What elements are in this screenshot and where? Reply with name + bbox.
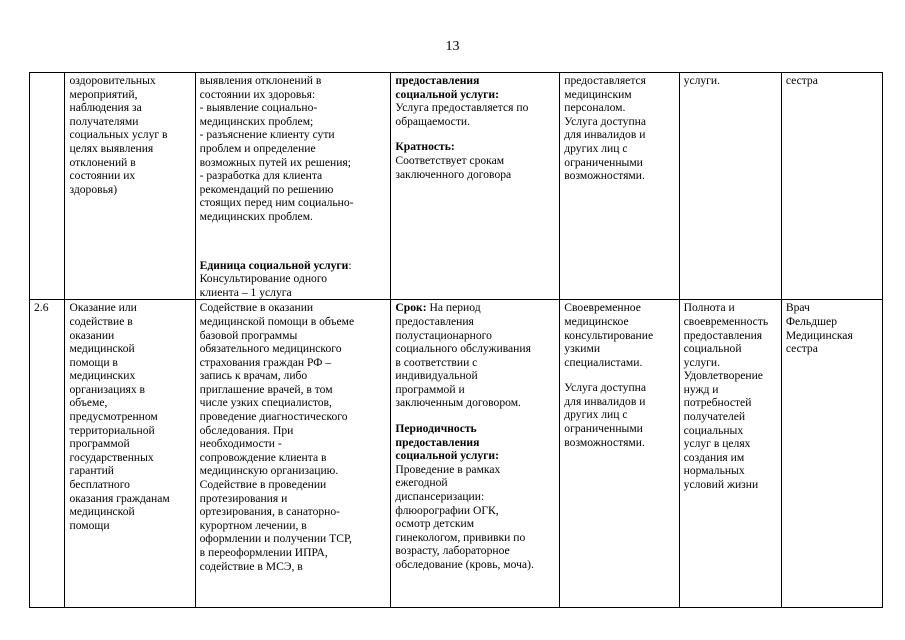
cell-staff <box>781 300 882 608</box>
text-line: Своевременное <box>564 301 641 315</box>
text-line: оказания гражданам <box>69 491 170 505</box>
text-line: предоставления <box>395 74 480 87</box>
text-line: услуги. <box>683 355 721 369</box>
text-line: предоставления <box>395 435 480 449</box>
text-line: медицинских <box>69 369 136 383</box>
text-line: в переоформлении ИПРА, <box>199 546 328 559</box>
cell-number: 2.6 <box>30 300 65 608</box>
text-line: помощи в <box>69 355 118 369</box>
text-line: гинекологом, прививки по <box>395 530 526 544</box>
page-number: 13 <box>445 39 460 54</box>
text-line: программой и <box>395 382 465 396</box>
text-line: предусмотренном <box>69 410 158 424</box>
text-line: Услуга доступна <box>564 114 647 128</box>
text-line: территориальной <box>69 423 155 437</box>
text-line: оздоровительных <box>69 74 156 87</box>
cell-service-description <box>195 300 391 608</box>
text-line: Услуга предоставляется по <box>395 101 529 115</box>
text-line: - выявление социально- <box>199 101 318 115</box>
text-line: медицинское <box>564 314 629 328</box>
text-line: гарантий <box>69 464 115 478</box>
text-line: услуги. <box>683 74 721 87</box>
text-line: Врач <box>785 301 810 315</box>
text-line: - разъяснение клиенту сути <box>199 128 335 142</box>
text-line: проведение диагностического <box>199 410 348 424</box>
text-line: протезирования и <box>199 491 288 505</box>
text-line: страхования граждан РФ – <box>199 355 332 369</box>
text-line: сопровождение клиента в <box>199 450 327 464</box>
text-line: медицинских проблем; <box>199 114 314 128</box>
text-line: наблюдения за <box>69 101 142 115</box>
text-line: возможных путей их решения; <box>199 155 351 169</box>
text-line: потребностей <box>683 396 752 410</box>
text-line: отклонений в <box>69 155 136 169</box>
text-line: получателей <box>683 410 746 424</box>
unit-label: Единица социальной услуги <box>199 258 349 272</box>
text-line: Медицинская <box>785 328 853 342</box>
text-line: флюорографии ОГК, <box>395 503 499 517</box>
text-line: содействие в <box>69 314 133 328</box>
text-line: целях выявления <box>69 141 154 155</box>
text-line: обращаемости. <box>395 114 470 128</box>
text-line: оформлении и получении ТСР, <box>199 532 352 546</box>
text-line: для инвалидов и <box>564 128 646 142</box>
text-line: государственных <box>69 450 154 464</box>
text-line: объеме, <box>69 396 108 410</box>
text-line: программой <box>69 437 130 451</box>
text-line: сестра <box>785 342 818 356</box>
text-line: медицинским <box>564 87 632 101</box>
text-line: консультирование <box>564 328 654 342</box>
text-line: состоянии их <box>69 169 136 183</box>
text-line: возможностями. <box>564 169 645 183</box>
text-line: необходимости - <box>199 437 282 451</box>
text-line: медицинской помощи в объеме <box>199 314 355 328</box>
text-line: Оказание или <box>69 301 137 315</box>
text-line: заключенного договора <box>395 167 512 181</box>
text-line: здоровья) <box>69 182 118 196</box>
services-table <box>29 72 883 608</box>
text-line: для инвалидов и <box>564 394 646 408</box>
text-line: социальной услуги: <box>395 449 499 463</box>
text-line: состоянии их здоровья: <box>199 87 316 101</box>
text-line: - разработка для клиента <box>199 169 323 183</box>
text-line: своевременность <box>683 314 769 328</box>
term-label: Срок: <box>395 301 427 315</box>
text-line: содействие в МСЭ, в <box>199 559 303 573</box>
cell-service-name <box>65 73 195 300</box>
text-line: предоставления <box>395 314 474 328</box>
text-line: диспансеризации: <box>395 490 485 504</box>
text-line: осмотр детским <box>395 517 475 531</box>
text-line: Услуга доступна <box>564 381 647 395</box>
text-line: запись к врачам, либо <box>199 369 308 383</box>
text-line: клиента – 1 услуга <box>199 285 292 299</box>
text-line: организациях в <box>69 382 146 396</box>
text-line: специалистами. <box>564 355 643 369</box>
text-line: узкими <box>564 342 601 356</box>
text-line: базовой программы <box>199 328 298 342</box>
cell-term: Срок: На период предоставления полустационарного социального обслуживания в соответствии с индивидуальной программой и заключенным договором. Периодичность предоставления социальной услуги: Проведение в рамках ежегодной диспансеризации: флюорографии ОГК, осмотр детским гинекологом, прививки по возрасту, лабораторное обследование (кровь, моча). <box>391 300 560 608</box>
text-line: Периодичность <box>395 422 477 436</box>
text-line: Соответствует срокам <box>395 153 505 167</box>
text-line: медицинской <box>69 342 135 356</box>
cell-evaluation <box>679 73 781 300</box>
cell-conditions <box>560 300 679 608</box>
text-line: Содействие в проведении <box>199 478 327 492</box>
text-line: бесплатного <box>69 478 130 492</box>
text-line: помощи <box>69 518 110 532</box>
text-line: обязательного медицинского <box>199 342 342 356</box>
table-row <box>30 73 883 300</box>
text-line: проблем и определение <box>199 141 316 155</box>
text-line: обследование (кровь, моча). <box>395 558 534 571</box>
text-line: обследования. При <box>199 423 294 437</box>
text-line: Консультирование одного <box>199 272 328 286</box>
text-line: ограниченными <box>564 422 643 436</box>
text-line: возможностями. <box>564 435 645 449</box>
text-line: Полнота и <box>683 301 735 315</box>
text-line: нормальных <box>683 464 745 478</box>
text-line: приглашение врачей, в том <box>199 382 333 396</box>
cell-conditions <box>560 73 679 300</box>
text-line: создания им <box>683 450 745 464</box>
text-line: социальных услуг в <box>69 128 168 142</box>
text-line: мероприятий, <box>69 87 138 101</box>
text-line: услуг в целях <box>683 437 751 451</box>
text-line: условий жизни <box>683 478 759 492</box>
text-line: оказании <box>69 328 115 342</box>
text-line: Удовлетворение <box>683 369 763 383</box>
text-line: стоящих перед ним социально- <box>199 196 354 210</box>
text-line: медицинскую организацию. <box>199 464 339 478</box>
text-line: числе узких специалистов, <box>199 396 332 410</box>
text-line: медицинской <box>69 505 135 519</box>
text-line: полустационарного <box>395 328 492 342</box>
text-line: заключенным договором. <box>395 396 521 410</box>
frequency-label: Кратность: <box>395 140 455 154</box>
text-line: предоставляется <box>564 74 647 87</box>
cell-evaluation <box>679 300 781 608</box>
text-line: ежегодной <box>395 476 448 490</box>
text-line: сестра <box>785 74 818 87</box>
text-line: персоналом. <box>564 101 626 115</box>
text-line: Фельдшер <box>785 314 837 328</box>
text-line: других лиц с <box>564 141 628 155</box>
text-line: выявления отклонений в <box>199 74 322 87</box>
text-line: ограниченными <box>564 155 643 169</box>
cell-term <box>391 73 560 300</box>
text-line: получателями <box>69 114 139 128</box>
text-line: других лиц с <box>564 408 628 422</box>
text-line: возрасту, лабораторное <box>395 544 510 558</box>
text-line: в соответствии с <box>395 355 478 369</box>
text-line: Проведение в рамках <box>395 462 501 476</box>
text-line: социальной услуги: <box>395 87 499 101</box>
text-line: рекомендаций по решению <box>199 182 334 196</box>
cell-staff <box>781 73 882 300</box>
text-line: социальных <box>683 423 744 437</box>
text-line: нужд и <box>683 382 719 396</box>
periodicity-label <box>395 422 555 463</box>
text-line: предоставления <box>683 328 763 342</box>
text-line: социальной <box>683 342 742 356</box>
text-line: индивидуальной <box>395 369 478 383</box>
cell-service-name <box>65 300 195 608</box>
text-line: ортезирования, в санаторно- <box>199 505 341 519</box>
cell-service-description: выявления отклонений в состоянии их здоровья: - выявление социально- медицинских проблем; - разъяснение клиенту сути проблем и определение возможных путей их решения; - разработка для клиента рекомендаций по решению стоящих перед ним социально- медицинских проблем. Единица социальной услуги: Консультирование одного клиента – 1 услуга <box>195 73 391 300</box>
table-row <box>30 300 883 608</box>
text-line: Содействие в оказании <box>199 301 314 315</box>
text-line: курортном лечении, в <box>199 518 307 532</box>
text-line: медицинских проблем. <box>199 209 313 223</box>
cell-number <box>30 73 65 300</box>
text-line: социального обслуживания <box>395 342 531 356</box>
